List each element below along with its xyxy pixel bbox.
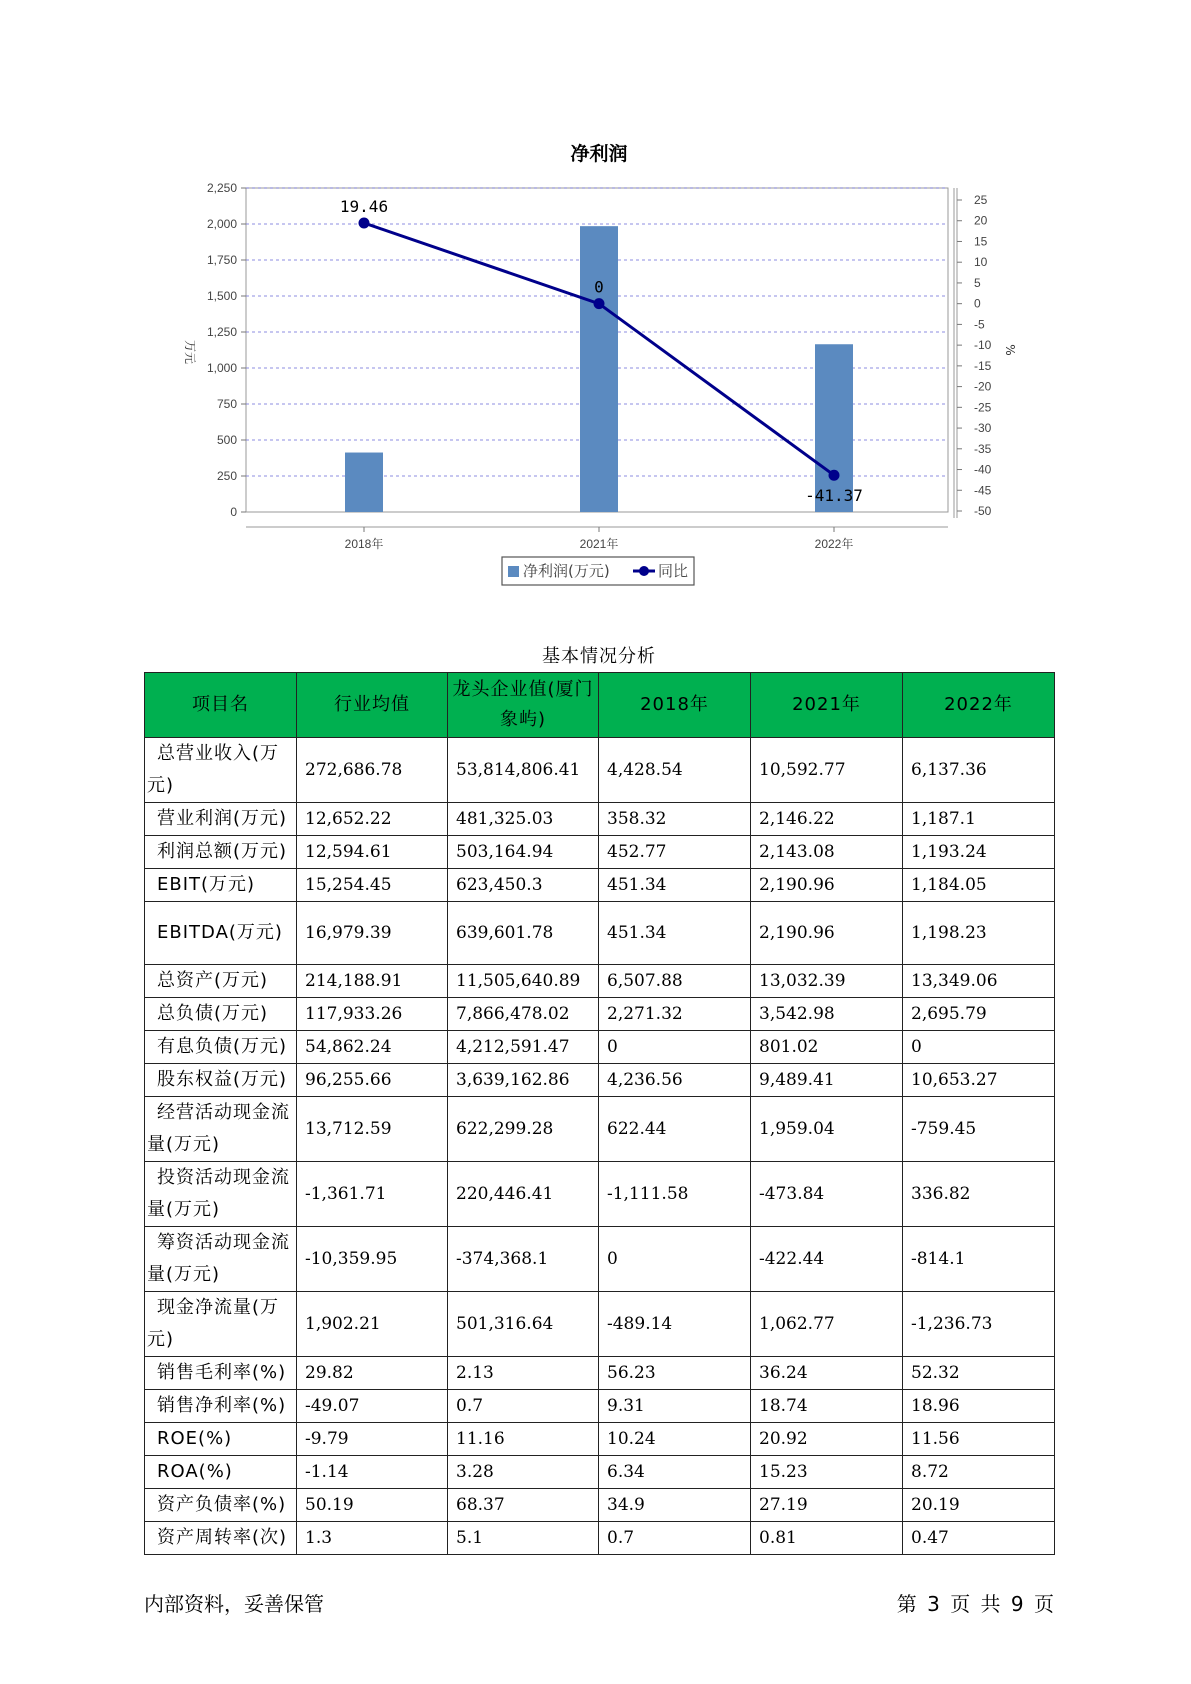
value-cell: 13,712.59	[297, 1097, 448, 1162]
table-row	[145, 1162, 1055, 1227]
table-row	[145, 902, 1055, 965]
value-cell: 15.23	[751, 1456, 903, 1489]
yoy-point	[359, 217, 370, 228]
value-cell: 68.37	[448, 1489, 599, 1522]
header-cell: 2018年	[599, 673, 751, 738]
row-label-cell: ROE(%)	[145, 1423, 297, 1456]
value-cell: -1,111.58	[599, 1162, 751, 1227]
value-cell: 801.02	[751, 1031, 903, 1064]
value-cell: -9.79	[297, 1423, 448, 1456]
legend-bar-label: 净利润(万元)	[523, 562, 610, 580]
table-row	[145, 1423, 1055, 1456]
row-label-cell: 有息负债(万元)	[145, 1031, 297, 1064]
category-label: 2021年	[579, 537, 619, 551]
footer-confidential-note: 内部资料，妥善保管	[144, 1592, 324, 1616]
value-cell: 0	[903, 1031, 1055, 1064]
value-cell: 15,254.45	[297, 869, 448, 902]
value-cell: 2,146.22	[751, 803, 903, 836]
value-cell: 29.82	[297, 1357, 448, 1390]
row-label-cell: 股东权益(万元)	[145, 1064, 297, 1097]
value-cell: -814.1	[903, 1227, 1055, 1292]
value-cell: 214,188.91	[297, 965, 448, 998]
left-axis-tick-label: 2,250	[206, 181, 237, 195]
value-cell: 4,428.54	[599, 738, 751, 803]
category-label: 2022年	[814, 537, 854, 551]
yoy-data-label: 19.46	[339, 196, 389, 216]
table-row	[145, 998, 1055, 1031]
value-cell: 2,271.32	[599, 998, 751, 1031]
value-cell: 0.47	[903, 1522, 1055, 1555]
value-cell: 622,299.28	[448, 1097, 599, 1162]
table-row	[145, 803, 1055, 836]
right-axis-tick-label: -30	[974, 421, 992, 436]
left-axis-tick-label: 2,000	[206, 217, 237, 231]
table-row	[145, 836, 1055, 869]
header-row	[145, 673, 1055, 738]
value-cell: 9,489.41	[751, 1064, 903, 1097]
value-cell: 451.34	[599, 869, 751, 902]
value-cell: 272,686.78	[297, 738, 448, 803]
right-axis-tick-label: -25	[974, 400, 992, 415]
value-cell: 0	[599, 1031, 751, 1064]
table-row	[145, 738, 1055, 803]
table-row	[145, 1031, 1055, 1064]
right-axis-tick-label: 20	[974, 213, 988, 228]
value-cell: 50.19	[297, 1489, 448, 1522]
value-cell: 623,450.3	[448, 869, 599, 902]
value-cell: 3.28	[448, 1456, 599, 1489]
row-label-cell: 总负债(万元)	[145, 998, 297, 1031]
value-cell: 7,866,478.02	[448, 998, 599, 1031]
value-cell: 8.72	[903, 1456, 1055, 1489]
right-axis-unit: %	[1003, 344, 1017, 356]
value-cell: 3,639,162.86	[448, 1064, 599, 1097]
legend-line-marker	[639, 566, 649, 576]
value-cell: 1,959.04	[751, 1097, 903, 1162]
table-body	[145, 738, 1055, 1555]
footer-page-number: 第 3 页 共 9 页	[896, 1592, 1054, 1616]
value-cell: 20.19	[903, 1489, 1055, 1522]
value-cell: 96,255.66	[297, 1064, 448, 1097]
left-axis-unit: 万元	[183, 339, 197, 365]
row-label-cell: EBIT(万元)	[145, 869, 297, 902]
right-axis-tick-label: -45	[974, 483, 992, 498]
value-cell: 481,325.03	[448, 803, 599, 836]
right-axis-tick-label: 10	[974, 255, 988, 270]
value-cell: -1,361.71	[297, 1162, 448, 1227]
yoy-point	[829, 470, 840, 481]
table-row	[145, 1292, 1055, 1357]
table-row	[145, 1522, 1055, 1555]
value-cell: 2.13	[448, 1357, 599, 1390]
value-cell: 4,212,591.47	[448, 1031, 599, 1064]
value-cell: 1.3	[297, 1522, 448, 1555]
right-axis-tick-label: 0	[974, 296, 981, 311]
left-axis-tick-label: 500	[216, 433, 237, 447]
value-cell: 20.92	[751, 1423, 903, 1456]
table-row	[145, 965, 1055, 998]
left-axis-tick-label: 750	[216, 397, 237, 411]
value-cell: 6.34	[599, 1456, 751, 1489]
value-cell: 10,653.27	[903, 1064, 1055, 1097]
value-cell: 1,184.05	[903, 869, 1055, 902]
value-cell: -1,236.73	[903, 1292, 1055, 1357]
value-cell: 451.34	[599, 902, 751, 965]
row-label-cell: 总营业收入(万元)	[145, 738, 297, 803]
left-axis-tick-label: 1,500	[206, 289, 237, 303]
value-cell: 10,592.77	[751, 738, 903, 803]
table-row	[145, 1456, 1055, 1489]
header-cell: 行业均值	[297, 673, 448, 738]
value-cell: 1,198.23	[903, 902, 1055, 965]
right-axis-tick-label: -50	[974, 504, 992, 518]
value-cell: 11,505,640.89	[448, 965, 599, 998]
right-axis-tick-label: -15	[974, 358, 992, 373]
legend-line-label: 同比	[658, 562, 689, 580]
legend-bar-swatch	[508, 566, 519, 577]
value-cell: 13,349.06	[903, 965, 1055, 998]
left-axis-tick-label: 1,750	[206, 253, 237, 267]
table-header	[145, 673, 1055, 738]
value-cell: 52.32	[903, 1357, 1055, 1390]
value-cell: 6,137.36	[903, 738, 1055, 803]
value-cell: 1,062.77	[751, 1292, 903, 1357]
row-label-cell: 销售毛利率(%)	[145, 1357, 297, 1390]
value-cell: 1,902.21	[297, 1292, 448, 1357]
value-cell: -49.07	[297, 1390, 448, 1423]
net-profit-chart	[0, 0, 1191, 600]
left-axis-tick-label: 1,000	[206, 361, 237, 375]
value-cell: -10,359.95	[297, 1227, 448, 1292]
value-cell: 0	[599, 1227, 751, 1292]
value-cell: 36.24	[751, 1357, 903, 1390]
value-cell: 54,862.24	[297, 1031, 448, 1064]
chart-plot-area	[207, 181, 992, 585]
value-cell: 501,316.64	[448, 1292, 599, 1357]
value-cell: -422.44	[751, 1227, 903, 1292]
right-axis-tick-label: -5	[974, 317, 985, 332]
value-cell: 2,190.96	[751, 902, 903, 965]
right-axis-tick-label: -10	[974, 338, 992, 353]
table-row	[145, 1357, 1055, 1390]
table-row	[145, 1489, 1055, 1522]
right-axis-tick-label: 25	[974, 193, 988, 207]
value-cell: 56.23	[599, 1357, 751, 1390]
row-label-cell: 资产负债率(%)	[145, 1489, 297, 1522]
right-axis-tick-label: -20	[974, 379, 992, 394]
value-cell: 2,190.96	[751, 869, 903, 902]
value-cell: 452.77	[599, 836, 751, 869]
value-cell: 5.1	[448, 1522, 599, 1555]
value-cell: 12,594.61	[297, 836, 448, 869]
value-cell: 1,187.1	[903, 803, 1055, 836]
value-cell: -1.14	[297, 1456, 448, 1489]
table-row	[145, 1097, 1055, 1162]
value-cell: 622.44	[599, 1097, 751, 1162]
value-cell: 13,032.39	[751, 965, 903, 998]
value-cell: 1,193.24	[903, 836, 1055, 869]
chart-title: 净利润	[570, 143, 628, 165]
category-label: 2018年	[344, 537, 384, 551]
right-axis-tick-label: -40	[974, 462, 992, 477]
right-axis-tick-label: 5	[974, 275, 981, 290]
row-label-cell: 总资产(万元)	[145, 965, 297, 998]
value-cell: 4,236.56	[599, 1064, 751, 1097]
value-cell: 6,507.88	[599, 965, 751, 998]
value-cell: 10.24	[599, 1423, 751, 1456]
header-cell: 项目名	[145, 673, 297, 738]
row-label-cell: EBITDA(万元)	[145, 902, 297, 965]
table-row	[145, 1064, 1055, 1097]
value-cell: 336.82	[903, 1162, 1055, 1227]
value-cell: 0.81	[751, 1522, 903, 1555]
left-axis-tick-label: 0	[230, 505, 237, 519]
value-cell: 53,814,806.41	[448, 738, 599, 803]
left-axis-tick-label: 250	[216, 469, 237, 483]
header-cell: 2022年	[903, 673, 1055, 738]
value-cell: 11.56	[903, 1423, 1055, 1456]
value-cell: 11.16	[448, 1423, 599, 1456]
row-label-cell: 资产周转率(次)	[145, 1522, 297, 1555]
value-cell: 358.32	[599, 803, 751, 836]
value-cell: 27.19	[751, 1489, 903, 1522]
header-cell: 龙头企业值(厦门象屿)	[448, 673, 599, 738]
bar-2021年	[580, 226, 618, 512]
row-label-cell: 销售净利率(%)	[145, 1390, 297, 1423]
left-axis-tick-label: 1,250	[206, 325, 237, 339]
row-label-cell: 经营活动现金流量(万元)	[145, 1097, 297, 1162]
analysis-table	[144, 672, 1055, 1555]
value-cell: -489.14	[599, 1292, 751, 1357]
right-axis-tick-label: -35	[974, 441, 992, 456]
table-row	[145, 869, 1055, 902]
table-row	[145, 1390, 1055, 1423]
value-cell: -759.45	[903, 1097, 1055, 1162]
value-cell: -473.84	[751, 1162, 903, 1227]
row-label-cell: 利润总额(万元)	[145, 836, 297, 869]
value-cell: 2,695.79	[903, 998, 1055, 1031]
value-cell: 639,601.78	[448, 902, 599, 965]
row-label-cell: ROA(%)	[145, 1456, 297, 1489]
value-cell: 18.96	[903, 1390, 1055, 1423]
value-cell: 0.7	[448, 1390, 599, 1423]
row-label-cell: 营业利润(万元)	[145, 803, 297, 836]
table-row	[145, 1227, 1055, 1292]
value-cell: 9.31	[599, 1390, 751, 1423]
value-cell: 2,143.08	[751, 836, 903, 869]
value-cell: 18.74	[751, 1390, 903, 1423]
value-cell: 3,542.98	[751, 998, 903, 1031]
value-cell: 117,933.26	[297, 998, 448, 1031]
row-label-cell: 筹资活动现金流量(万元)	[145, 1227, 297, 1292]
yoy-data-label: -41.37	[805, 486, 863, 506]
header-cell: 2021年	[751, 673, 903, 738]
value-cell: 12,652.22	[297, 803, 448, 836]
yoy-point	[594, 298, 605, 309]
value-cell: 34.9	[599, 1489, 751, 1522]
value-cell: 16,979.39	[297, 902, 448, 965]
right-axis-tick-label: 15	[974, 234, 988, 249]
yoy-data-label: 0	[594, 277, 604, 297]
bar-2018年	[345, 453, 383, 512]
value-cell: 0.7	[599, 1522, 751, 1555]
value-cell: -374,368.1	[448, 1227, 599, 1292]
value-cell: 503,164.94	[448, 836, 599, 869]
row-label-cell: 现金净流量(万元)	[145, 1292, 297, 1357]
table-caption: 基本情况分析	[542, 646, 656, 667]
row-label-cell: 投资活动现金流量(万元)	[145, 1162, 297, 1227]
value-cell: 220,446.41	[448, 1162, 599, 1227]
